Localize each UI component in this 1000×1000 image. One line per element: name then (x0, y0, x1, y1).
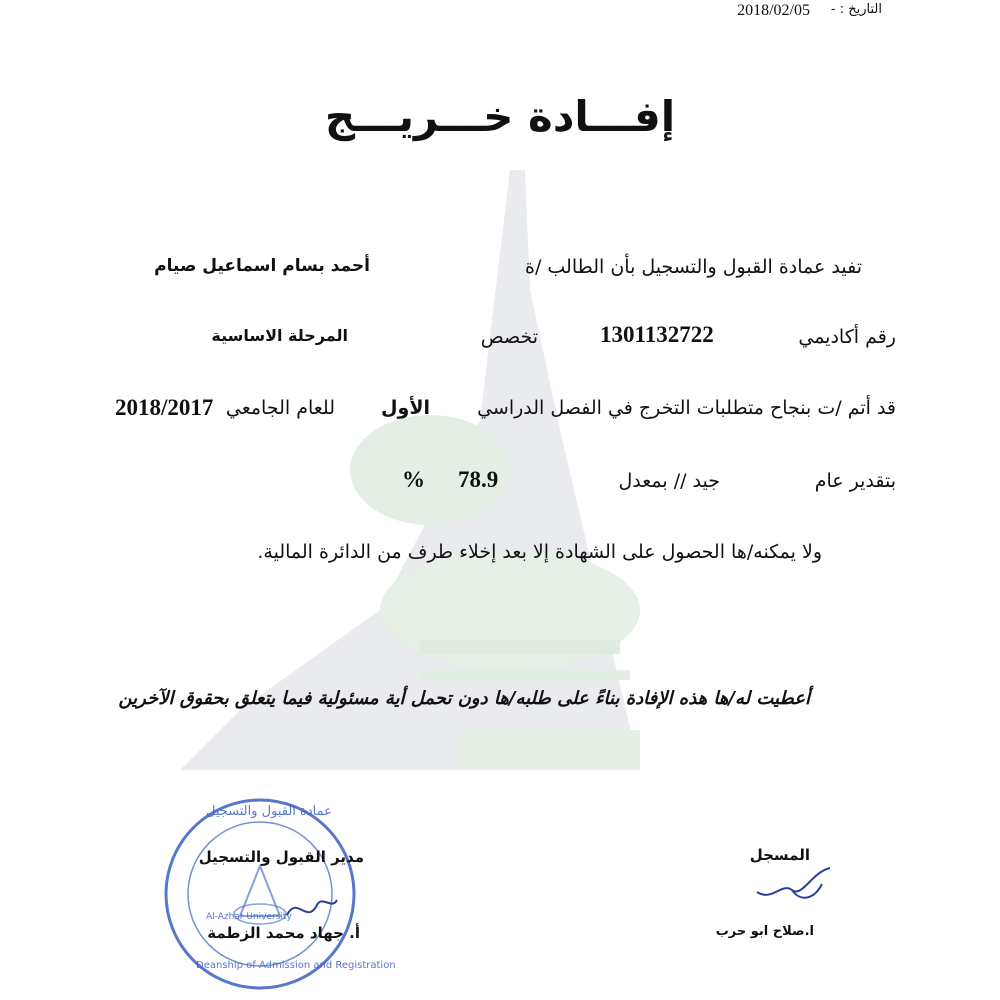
academic-year-label: للعام الجامعي (225, 397, 335, 419)
registrar-label: المسجل (749, 846, 810, 864)
stamp-arabic-text: عمادة القبول والتسجيل (206, 804, 332, 819)
registrar-signature (752, 862, 842, 912)
gpa-value: 78.9 (458, 467, 499, 492)
semester-value: الأول (381, 397, 430, 419)
director-name: أ. جهاد محمد الزطمة (207, 924, 360, 942)
grade-value: جيد // بمعدل (618, 470, 720, 492)
completion-text: قد أتم /ت بنجاح متطلبات التخرج في الفصل الدراسي (477, 397, 896, 419)
registrar-name: ا.صلاح ابو حرب (715, 924, 814, 939)
academic-year: 2018/2017 (115, 395, 214, 420)
financial-clearance-note: ولا يمكنه/ها الحصول على الشهادة إلا بعد إخلاء طرف من الدائرة المالية. (257, 541, 822, 563)
major-label: تخصص (480, 326, 538, 348)
director-label: مدير القبول والتسجيل (198, 848, 364, 866)
percent-sign: % (402, 467, 425, 492)
academic-number: 1301132722 (600, 322, 714, 347)
document-title: إفـــادة خـــريـــج (324, 92, 676, 141)
date-label: التاريخ : - (830, 2, 882, 17)
major-value: المرحلة الاساسية (211, 326, 348, 345)
academic-number-label: رقم أكاديمي (798, 326, 896, 348)
grade-label: بتقدير عام (814, 470, 896, 492)
closing-statement: أعطيت له/ها هذه الإفادة بناءً على طلبه/ها دون تحمل أية مسئولية فيما يتعلق بحقوق الآخرين (118, 688, 810, 709)
stamp-university-text: Al-Azhar University (206, 912, 292, 922)
stamp-english-text: Deanship of Admission and Registration (196, 960, 396, 971)
intro-text: تفيد عمادة القبول والتسجيل بأن الطالب /ة (525, 256, 862, 278)
date-value: 2018/02/05 (737, 2, 810, 19)
student-name: أحمد بسام اسماعيل صيام (154, 256, 370, 276)
